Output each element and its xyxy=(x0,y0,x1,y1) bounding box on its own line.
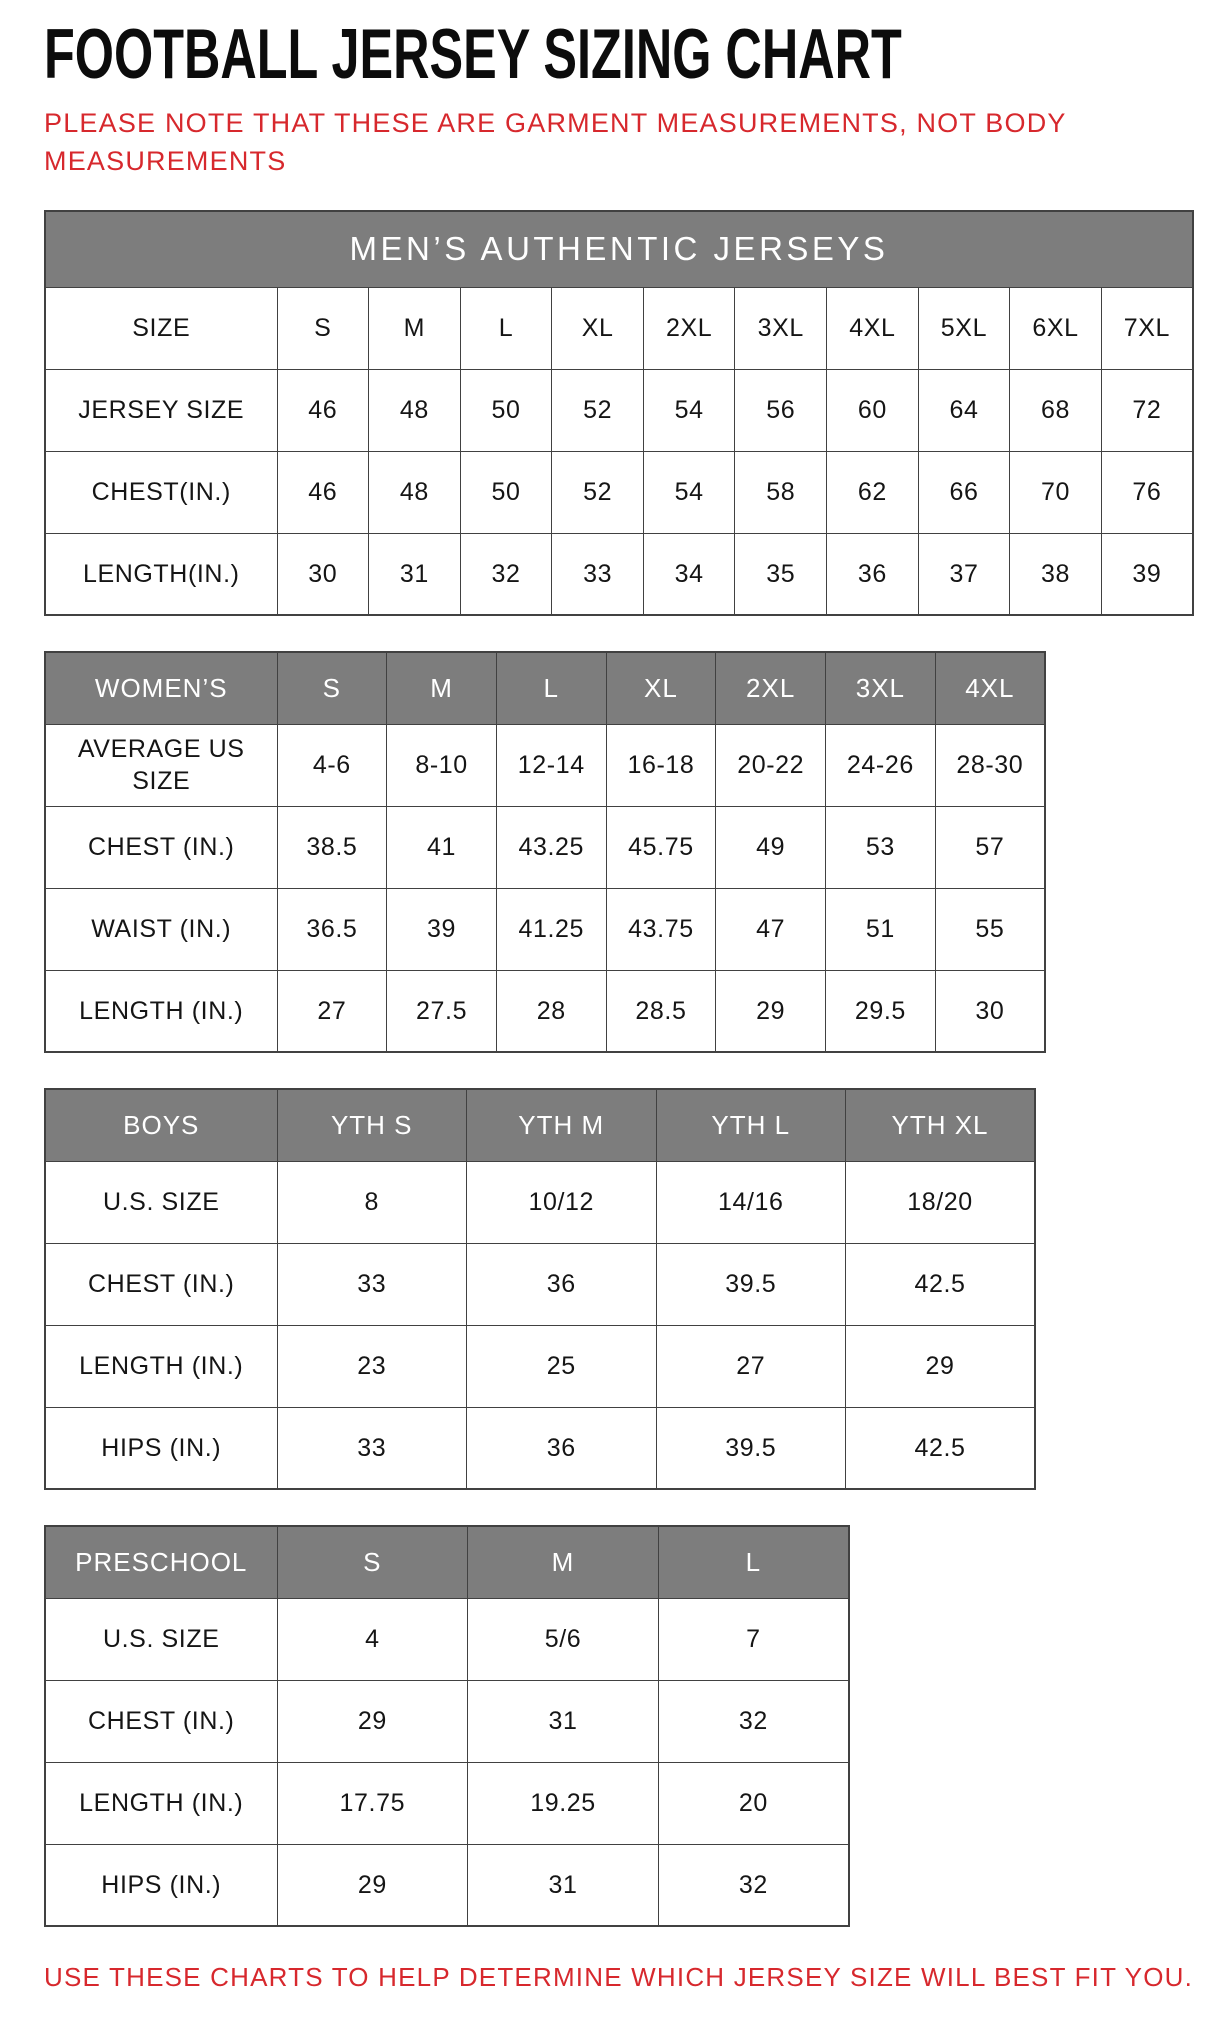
row-label-cell: U.S. SIZE xyxy=(45,1161,277,1243)
value-cell: 68 xyxy=(1010,369,1102,451)
value-cell: 31 xyxy=(468,1844,659,1926)
table-row xyxy=(45,1407,1035,1489)
value-cell: 42.5 xyxy=(846,1407,1036,1489)
value-cell: 66 xyxy=(918,451,1010,533)
value-cell: 57 xyxy=(935,806,1045,888)
row-label-cell: CHEST (IN.) xyxy=(45,1680,277,1762)
value-cell: 28 xyxy=(496,970,606,1052)
value-cell: S xyxy=(277,287,369,369)
table-row xyxy=(45,1762,849,1844)
value-cell: 45.75 xyxy=(606,806,716,888)
value-cell: 18/20 xyxy=(846,1161,1036,1243)
value-cell: 72 xyxy=(1101,369,1193,451)
value-cell: 29 xyxy=(277,1844,468,1926)
value-cell: 27 xyxy=(656,1325,846,1407)
value-cell: 31 xyxy=(369,533,461,615)
table-header-row xyxy=(45,1089,1035,1161)
size-header-cell: M xyxy=(468,1526,659,1598)
size-header-cell: S xyxy=(277,1526,468,1598)
row-group-label: WOMEN’S xyxy=(45,652,277,724)
value-cell: 3XL xyxy=(735,287,827,369)
row-label-cell: JERSEY SIZE xyxy=(45,369,277,451)
row-label-cell: LENGTH (IN.) xyxy=(45,1325,277,1407)
size-header-cell: S xyxy=(277,652,387,724)
row-label-cell: HIPS (IN.) xyxy=(45,1844,277,1926)
value-cell: 7XL xyxy=(1101,287,1193,369)
value-cell: 23 xyxy=(277,1325,467,1407)
row-label-cell: HIPS (IN.) xyxy=(45,1407,277,1489)
row-label-cell: LENGTH (IN.) xyxy=(45,970,277,1052)
value-cell: 37 xyxy=(918,533,1010,615)
table-row xyxy=(45,1680,849,1762)
value-cell: 56 xyxy=(735,369,827,451)
table-row xyxy=(45,451,1193,533)
table-title-row xyxy=(45,211,1193,287)
value-cell: 16-18 xyxy=(606,724,716,806)
value-cell: 32 xyxy=(460,533,552,615)
row-label-cell: AVERAGE US SIZE xyxy=(45,724,277,806)
row-label-cell: U.S. SIZE xyxy=(45,1598,277,1680)
table-row xyxy=(45,970,1045,1052)
value-cell: 39 xyxy=(1101,533,1193,615)
value-cell: 30 xyxy=(277,533,369,615)
value-cell: 32 xyxy=(658,1844,849,1926)
value-cell: 36 xyxy=(467,1243,657,1325)
footer-note: USE THESE CHARTS TO HELP DETERMINE WHICH JERSEY SIZE WILL BEST FIT YOU. xyxy=(44,1962,1194,1992)
value-cell: 70 xyxy=(1010,451,1102,533)
table-row xyxy=(45,806,1045,888)
table-row xyxy=(45,369,1193,451)
value-cell: 52 xyxy=(552,451,644,533)
value-cell: 53 xyxy=(826,806,936,888)
page-title: FOOTBALL JERSEY SIZING CHART xyxy=(44,14,902,94)
value-cell: 48 xyxy=(369,451,461,533)
value-cell: 12-14 xyxy=(496,724,606,806)
size-header-cell: YTH S xyxy=(277,1089,467,1161)
table-row xyxy=(45,1161,1035,1243)
table-header-row xyxy=(45,1526,849,1598)
value-cell: 41 xyxy=(387,806,497,888)
preschool-jerseys-table xyxy=(44,1525,850,1927)
row-group-label: BOYS xyxy=(45,1089,277,1161)
size-header-cell: XL xyxy=(606,652,716,724)
row-label-cell: WAIST (IN.) xyxy=(45,888,277,970)
value-cell: 33 xyxy=(277,1407,467,1489)
table-row xyxy=(45,1325,1035,1407)
table-title: MEN’S AUTHENTIC JERSEYS xyxy=(45,211,1193,287)
table-row xyxy=(45,888,1045,970)
value-cell: 39.5 xyxy=(656,1243,846,1325)
table-row xyxy=(45,724,1045,806)
value-cell: XL xyxy=(552,287,644,369)
row-label-cell: LENGTH (IN.) xyxy=(45,1762,277,1844)
womens-jerseys-table xyxy=(44,651,1046,1053)
row-label-cell: CHEST (IN.) xyxy=(45,806,277,888)
value-cell: 30 xyxy=(935,970,1045,1052)
value-cell: 54 xyxy=(643,451,735,533)
size-header-cell: 2XL xyxy=(716,652,826,724)
table-row xyxy=(45,533,1193,615)
value-cell: 42.5 xyxy=(846,1243,1036,1325)
value-cell: 28.5 xyxy=(606,970,716,1052)
table-header-row xyxy=(45,652,1045,724)
value-cell: 39 xyxy=(387,888,497,970)
value-cell: 24-26 xyxy=(826,724,936,806)
size-header-cell: YTH M xyxy=(467,1089,657,1161)
value-cell: 34 xyxy=(643,533,735,615)
value-cell: 41.25 xyxy=(496,888,606,970)
value-cell: 51 xyxy=(826,888,936,970)
value-cell: 19.25 xyxy=(468,1762,659,1844)
value-cell: 28-30 xyxy=(935,724,1045,806)
row-label-cell: SIZE xyxy=(45,287,277,369)
value-cell: 27 xyxy=(277,970,387,1052)
row-group-label: PRESCHOOL xyxy=(45,1526,277,1598)
value-cell: 29 xyxy=(716,970,826,1052)
row-label-cell: CHEST(IN.) xyxy=(45,451,277,533)
value-cell: M xyxy=(369,287,461,369)
value-cell: 50 xyxy=(460,369,552,451)
value-cell: 36 xyxy=(467,1407,657,1489)
value-cell: 31 xyxy=(468,1680,659,1762)
value-cell: 4-6 xyxy=(277,724,387,806)
value-cell: 8-10 xyxy=(387,724,497,806)
value-cell: 36.5 xyxy=(277,888,387,970)
value-cell: 4 xyxy=(277,1598,468,1680)
value-cell: 33 xyxy=(552,533,644,615)
value-cell: 64 xyxy=(918,369,1010,451)
value-cell: 48 xyxy=(369,369,461,451)
value-cell: 2XL xyxy=(643,287,735,369)
boys-jerseys-table xyxy=(44,1088,1036,1490)
value-cell: 17.75 xyxy=(277,1762,468,1844)
mens-authentic-jerseys-table xyxy=(44,210,1194,616)
size-header-cell: YTH XL xyxy=(846,1089,1036,1161)
table-row xyxy=(45,1598,849,1680)
value-cell: 62 xyxy=(827,451,919,533)
value-cell: 55 xyxy=(935,888,1045,970)
value-cell: 5XL xyxy=(918,287,1010,369)
value-cell: 36 xyxy=(827,533,919,615)
value-cell: 60 xyxy=(827,369,919,451)
size-header-cell: L xyxy=(496,652,606,724)
table-row xyxy=(45,1243,1035,1325)
value-cell: 52 xyxy=(552,369,644,451)
value-cell: 38 xyxy=(1010,533,1102,615)
value-cell: 8 xyxy=(277,1161,467,1243)
value-cell: 20-22 xyxy=(716,724,826,806)
value-cell: 58 xyxy=(735,451,827,533)
value-cell: 33 xyxy=(277,1243,467,1325)
row-label-cell: CHEST (IN.) xyxy=(45,1243,277,1325)
value-cell: 29 xyxy=(846,1325,1036,1407)
table-row xyxy=(45,1844,849,1926)
value-cell: 35 xyxy=(735,533,827,615)
value-cell: 29 xyxy=(277,1680,468,1762)
size-header-cell: M xyxy=(387,652,497,724)
table-row xyxy=(45,287,1193,369)
value-cell: 14/16 xyxy=(656,1161,846,1243)
value-cell: 76 xyxy=(1101,451,1193,533)
value-cell: 6XL xyxy=(1010,287,1102,369)
size-header-cell: L xyxy=(658,1526,849,1598)
value-cell: 27.5 xyxy=(387,970,497,1052)
value-cell: 20 xyxy=(658,1762,849,1844)
value-cell: 46 xyxy=(277,369,369,451)
value-cell: 43.25 xyxy=(496,806,606,888)
value-cell: 43.75 xyxy=(606,888,716,970)
value-cell: 29.5 xyxy=(826,970,936,1052)
value-cell: 50 xyxy=(460,451,552,533)
size-header-cell: 4XL xyxy=(935,652,1045,724)
value-cell: 32 xyxy=(658,1680,849,1762)
value-cell: 46 xyxy=(277,451,369,533)
value-cell: 47 xyxy=(716,888,826,970)
value-cell: 5/6 xyxy=(468,1598,659,1680)
size-header-cell: 3XL xyxy=(826,652,936,724)
value-cell: 4XL xyxy=(827,287,919,369)
value-cell: 49 xyxy=(716,806,826,888)
row-label-cell: LENGTH(IN.) xyxy=(45,533,277,615)
measurement-note: PLEASE NOTE THAT THESE ARE GARMENT MEASUREMENTS, NOT BODY MEASUREMENTS xyxy=(44,108,1067,176)
size-header-cell: YTH L xyxy=(656,1089,846,1161)
value-cell: 38.5 xyxy=(277,806,387,888)
value-cell: 54 xyxy=(643,369,735,451)
value-cell: 39.5 xyxy=(656,1407,846,1489)
value-cell: 25 xyxy=(467,1325,657,1407)
value-cell: L xyxy=(460,287,552,369)
value-cell: 10/12 xyxy=(467,1161,657,1243)
value-cell: 7 xyxy=(658,1598,849,1680)
